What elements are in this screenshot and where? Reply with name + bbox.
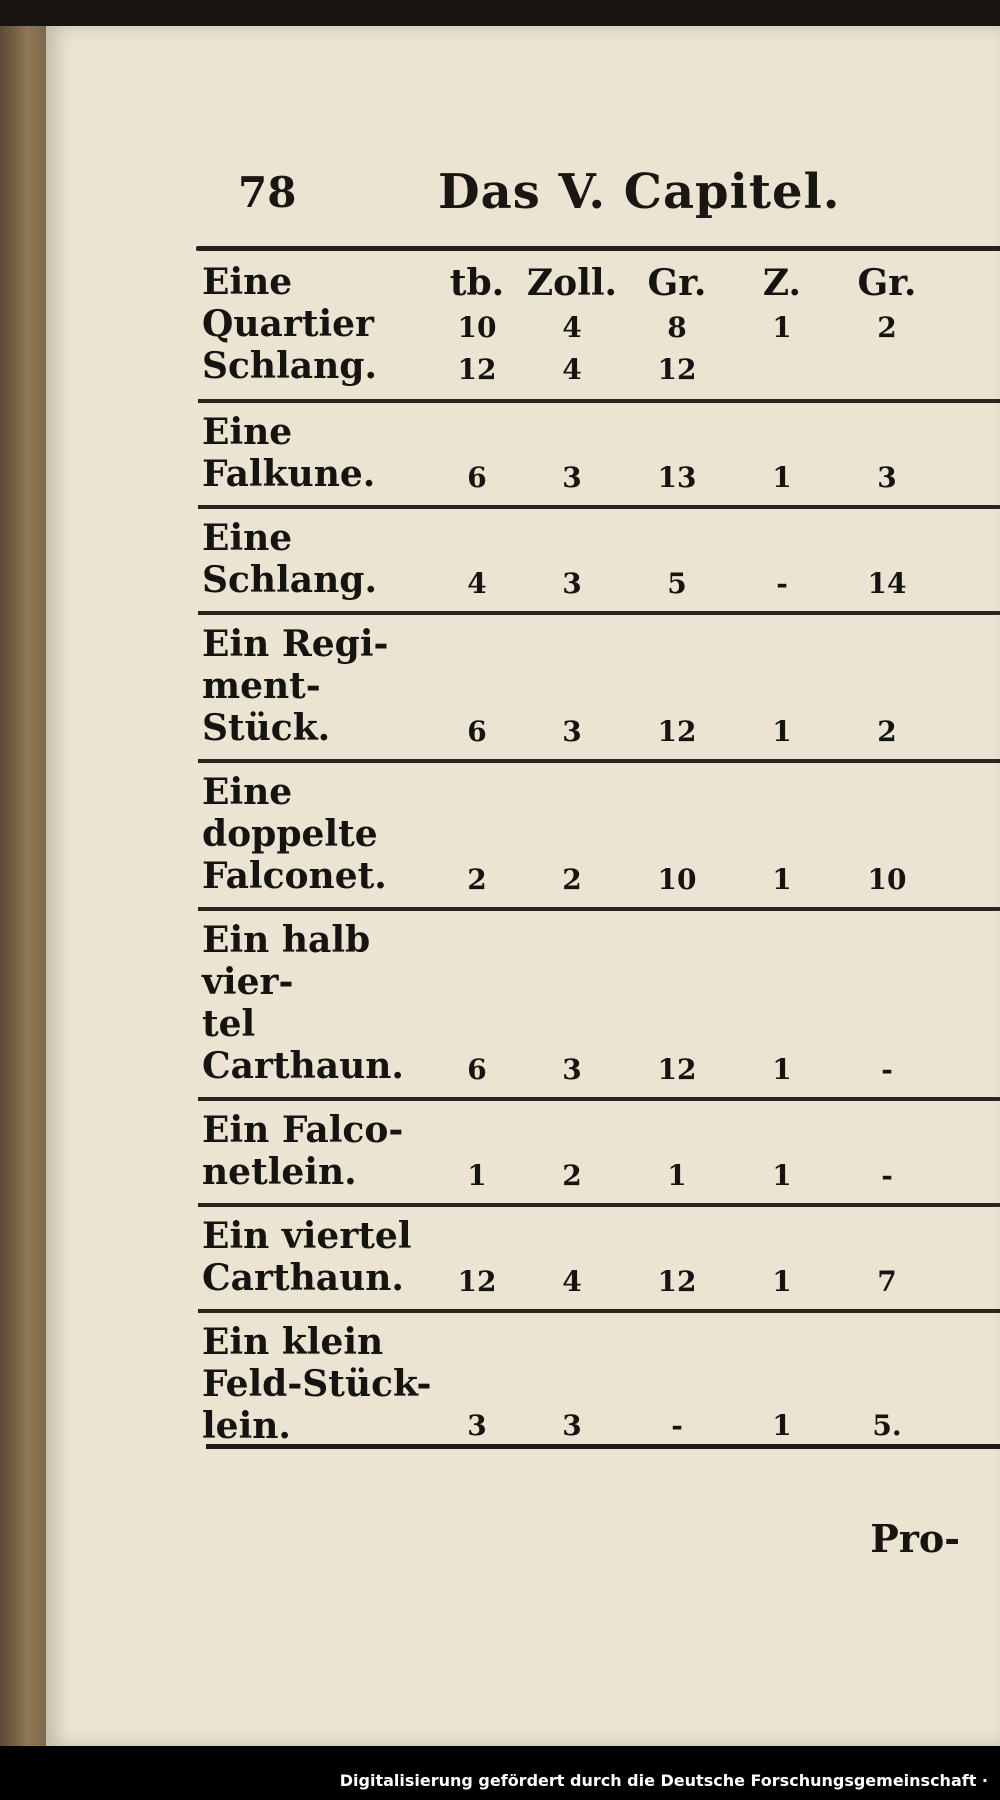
table-cell: 1 [772, 1053, 792, 1086]
table-cell: 7 [877, 1265, 897, 1298]
footer-rule [206, 1444, 1000, 1449]
table-cell: 12 [657, 1265, 697, 1298]
table-row [184, 615, 1000, 759]
table-cell: 4 [467, 567, 487, 600]
table-subrow [184, 303, 1000, 345]
table-cell: 1 [467, 1159, 487, 1192]
table-cell: 2 [562, 863, 582, 896]
table-row [184, 509, 1000, 611]
table-cell: - [776, 567, 788, 600]
table-cell: - [881, 1159, 893, 1192]
table-row [184, 1207, 1000, 1309]
table-row [184, 1101, 1000, 1203]
table-cell: 12 [657, 715, 697, 748]
table-cell: 3 [562, 715, 582, 748]
table-cell: 12 [457, 353, 497, 386]
table-cell: 3 [562, 567, 582, 600]
table-subrow [184, 345, 1000, 387]
unit-header-row [184, 259, 1000, 303]
table-cell: 6 [467, 461, 487, 494]
ordnance-table [184, 246, 1000, 1457]
table-cell: 5 [667, 567, 687, 600]
table-cell: 1 [772, 715, 792, 748]
row-name: Ein halb vier- tel Carthaun. [202, 919, 404, 1087]
table-cell: 13 [657, 461, 697, 494]
row-name: Eine Schlang. [202, 517, 377, 601]
row-name: Ein Regi- ment-Stück. [202, 623, 389, 749]
table-row [184, 403, 1000, 505]
table-cell: 10 [457, 311, 497, 344]
table-cell: 4 [562, 353, 582, 386]
book-page [46, 26, 1000, 1746]
unit-label: Gr. [647, 262, 707, 304]
table-cell: - [671, 1409, 683, 1442]
table-cell: 12 [657, 1053, 697, 1086]
table-cell: 10 [657, 863, 697, 896]
table-cell: - [881, 1053, 893, 1086]
table-cell: 4 [562, 1265, 582, 1298]
table-cell: 2 [877, 311, 897, 344]
table-cell: 4 [562, 311, 582, 344]
table-cell: 1 [772, 1409, 792, 1442]
table-cell: 3 [562, 461, 582, 494]
table-cell: 8 [667, 311, 687, 344]
table-cell: 1 [772, 311, 792, 344]
table-cell: 3 [562, 1409, 582, 1442]
catchword: Pro- [870, 1516, 960, 1561]
table-cell: 12 [457, 1265, 497, 1298]
table-cell: 1 [772, 1159, 792, 1192]
table-row [184, 1313, 1000, 1457]
table-cell: 3 [877, 461, 897, 494]
row-name-line: Quartier [202, 303, 375, 345]
table-cell: 10 [867, 863, 907, 896]
unit-label: Gr. [857, 262, 917, 304]
row-name: Ein klein Feld-Stück- lein. [202, 1321, 432, 1447]
table-cell: 5. [872, 1409, 902, 1442]
table-cell: 2 [562, 1159, 582, 1192]
table-cell: 1 [667, 1159, 687, 1192]
row-name: Eine doppelte Falconet. [202, 771, 387, 897]
table-cell: 14 [867, 567, 907, 600]
bottom-bar [0, 1746, 1000, 1800]
row-name-line: Schlang. [202, 345, 377, 387]
table-cell: 6 [467, 1053, 487, 1086]
page-header [188, 134, 988, 224]
table-cell: 2 [877, 715, 897, 748]
unit-label: tb. [449, 262, 505, 304]
table-cell: 3 [562, 1053, 582, 1086]
table-cell: 3 [467, 1409, 487, 1442]
unit-label: Z. [762, 262, 802, 304]
table-cell: 6 [467, 715, 487, 748]
row-name-line: Eine [202, 261, 293, 303]
row-name: Eine Falkune. [202, 411, 376, 495]
table-cell: 12 [657, 353, 697, 386]
table-cell: 1 [772, 1265, 792, 1298]
chapter-title: Das V. Capitel. [438, 164, 841, 220]
table-cell: 1 [772, 461, 792, 494]
table-cell: 1 [772, 863, 792, 896]
table-row [184, 911, 1000, 1097]
footer-rule-wrap [206, 1444, 1000, 1449]
table-row [184, 763, 1000, 907]
page-number: 78 [238, 168, 297, 217]
unit-label: Zoll. [526, 262, 618, 304]
table-row [184, 251, 1000, 399]
table-cell: 2 [467, 863, 487, 896]
funding-credit: Digitalisierung gefördert durch die Deutsche Forschungsgemeinschaft · [339, 1771, 988, 1790]
row-name: Ein Falco- netlein. [202, 1109, 404, 1193]
row-name: Ein viertel Carthaun. [202, 1215, 412, 1299]
